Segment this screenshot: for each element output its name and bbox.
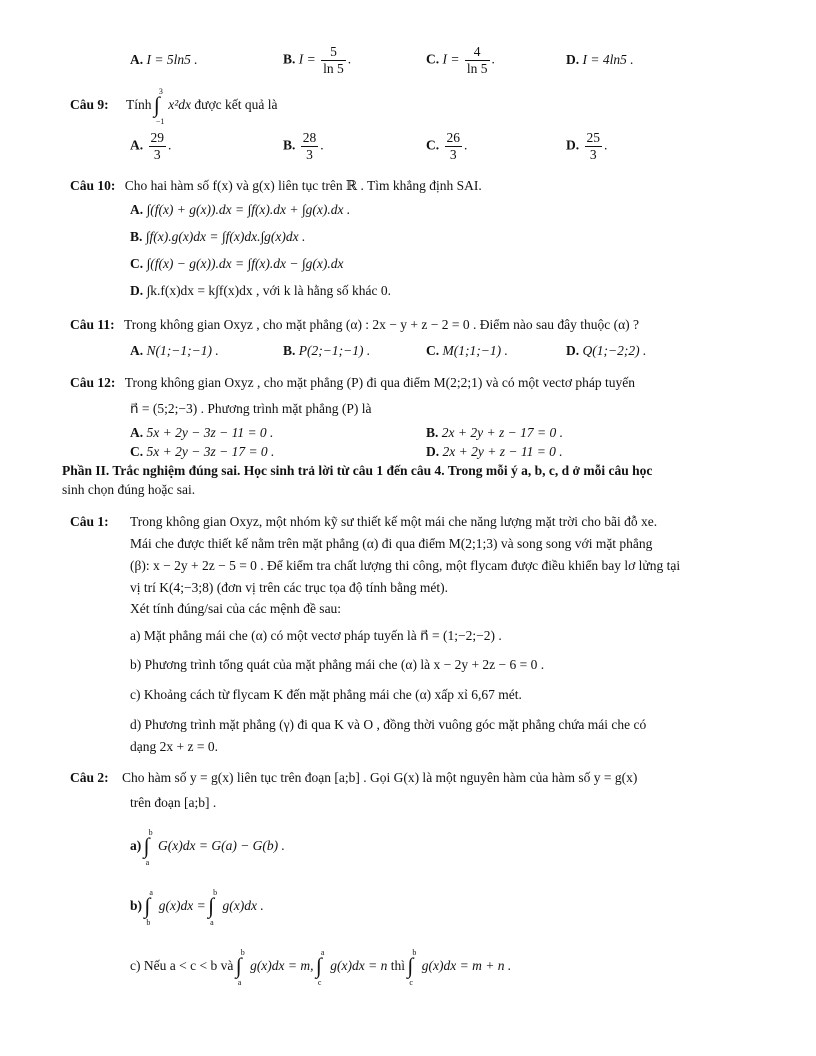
p2q1-line3: (β): x − 2y + 2z − 5 = 0 . Để kiểm tra chất lượng thi công, một flycam được điều khiển bay lơ lửng tại	[130, 558, 681, 573]
q10-stem: Câu 10: Cho hai hàm số f(x) và g(x) liên tục trên ℝ . Tìm khẳng định SAI.	[70, 178, 482, 193]
p2q2-statement-b: b) a ∫ b g(x)dx = b ∫ a g(x)dx .	[130, 888, 264, 927]
p2q2-stem-line2: trên đoạn [a;b] .	[130, 795, 217, 810]
p2q1-line5: Xét tính đúng/sai của các mệnh đề sau:	[130, 601, 342, 616]
q9-option-b: B. $\frac{28}{3}$ .	[283, 130, 324, 162]
q12-option-c: C. 5x + 2y − 3z − 17 = 0 .	[130, 444, 275, 459]
p2q2-statement-c: c) Nếu a < c < b và b ∫ a g(x)dx = m, a ∫ c g(x)dx = n thì b ∫ c g(x)dx = m + n .	[130, 948, 512, 987]
p2q1-statement-d: d) Phương trình mặt phẳng (γ) đi qua K và O , đồng thời vuông góc mặt phẳng chứa mái che có	[130, 717, 647, 732]
p2q1-label: Câu 1:	[70, 514, 109, 529]
p2q1-line4: vị trí K(4;−3;8) (đơn vị trên các trục tọa độ tính bằng mét).	[130, 580, 449, 595]
part2-heading: Phần II. Trắc nghiệm đúng sai. Học sinh trả lời từ câu 1 đến câu 4. Trong mỗi ý a, b, c, d ở mỗi câu học	[62, 463, 653, 478]
q9-stem: Câu 9: Tính 3 ∫ −1 x²dx được kết quả là	[70, 87, 278, 126]
p2q2-stem-line1: Câu 2: Cho hàm số y = g(x) liên tục trên đoạn [a;b] . Gọi G(x) là một nguyên hàm của hàm số y = g(x)	[70, 770, 638, 785]
q10-option-b: B. ∫f(x).g(x)dx = ∫f(x)dx.∫g(x)dx .	[130, 229, 306, 244]
p2q1-statement-c: c) Khoảng cách từ flycam K đến mặt phẳng mái che (α) xấp xỉ 6,67 mét.	[130, 687, 522, 702]
p2q1-line1: Trong không gian Oxyz, một nhóm kỹ sư thiết kế một mái che năng lượng mặt trời cho bãi đỗ xe.	[130, 514, 658, 529]
q12-option-a: A. 5x + 2y − 3z − 11 = 0 .	[130, 425, 274, 440]
q12-option-d: D. 2x + 2y + z − 11 = 0 .	[426, 444, 563, 459]
q9-integral: 3 ∫ −1	[153, 87, 165, 126]
q12-stem-line2: n⃗ = (5;2;−3) . Phương trình mặt phẳng (P) là	[130, 401, 372, 416]
part2-heading-line2: sinh chọn đúng hoặc sai.	[62, 482, 196, 497]
q8-c-fraction: $\frac{4}{\ln 5}$	[466, 44, 488, 76]
q10-option-d: D. ∫k.f(x)dx = k∫f(x)dx , với k là hằng số khác 0.	[130, 283, 391, 298]
q9-label: Câu 9:	[70, 97, 109, 113]
q9-option-c: C. $\frac{26}{3}$ .	[426, 130, 468, 162]
p2q1-statement-d-cont: dạng 2x + z = 0.	[130, 739, 218, 754]
q8-b-fraction: $\frac{5}{\ln 5}$	[323, 44, 344, 76]
q11-option-a: A. N(1;−1;−1) .	[130, 343, 219, 358]
q11-stem: Câu 11: Trong không gian Oxyz , cho mặt phẳng (α) : 2x − y + z − 2 = 0 . Điểm nào sau đây thuộc (α) ?	[70, 317, 640, 332]
q9-option-a: A. $\frac{29}{3}$ .	[130, 130, 172, 162]
p2q1-statement-a: a) Mặt phẳng mái che (α) có một vectơ pháp tuyến là n⃗ = (1;−2;−2) .	[130, 628, 502, 643]
q8-option-a: A. I = 5ln5 .	[130, 52, 198, 67]
q12-option-b: B. 2x + 2y + z − 17 = 0 .	[426, 425, 563, 440]
p2q1-statement-b: b) Phương trình tổng quát của mặt phẳng mái che (α) là x − 2y + 2z − 6 = 0 .	[130, 657, 545, 672]
q10-option-a: A. ∫(f(x) + g(x)).dx = ∫f(x).dx + ∫g(x).dx .	[130, 202, 351, 217]
p2q1-line2: Mái che được thiết kế nằm trên mặt phẳng (α) đi qua điểm M(2;1;3) và song song với mặt phẳng	[130, 536, 653, 551]
q8-option-c: C. I = $\frac{4}{\ln 5}$ .	[426, 44, 495, 76]
q11-option-b: B. P(2;−1;−1) .	[283, 343, 371, 358]
q8-option-d: D. I = 4ln5 .	[566, 52, 634, 67]
p2q2-statement-a: a) b ∫ a G(x)dx = G(a) − G(b) .	[130, 828, 285, 867]
q9-option-d: D. $\frac{25}{3}$ .	[566, 130, 608, 162]
q12-stem-line1: Câu 12: Trong không gian Oxyz , cho mặt phẳng (P) đi qua điểm M(2;2;1) và có một vectơ pháp tuyến	[70, 375, 635, 390]
q11-option-d: D. Q(1;−2;2) .	[566, 343, 647, 358]
q8-option-b: B. I = $\frac{5}{\ln 5}$ .	[283, 44, 352, 76]
q11-option-c: C. M(1;1;−1) .	[426, 343, 508, 358]
q10-option-c: C. ∫(f(x) − g(x)).dx = ∫f(x).dx − ∫g(x).dx	[130, 256, 344, 271]
